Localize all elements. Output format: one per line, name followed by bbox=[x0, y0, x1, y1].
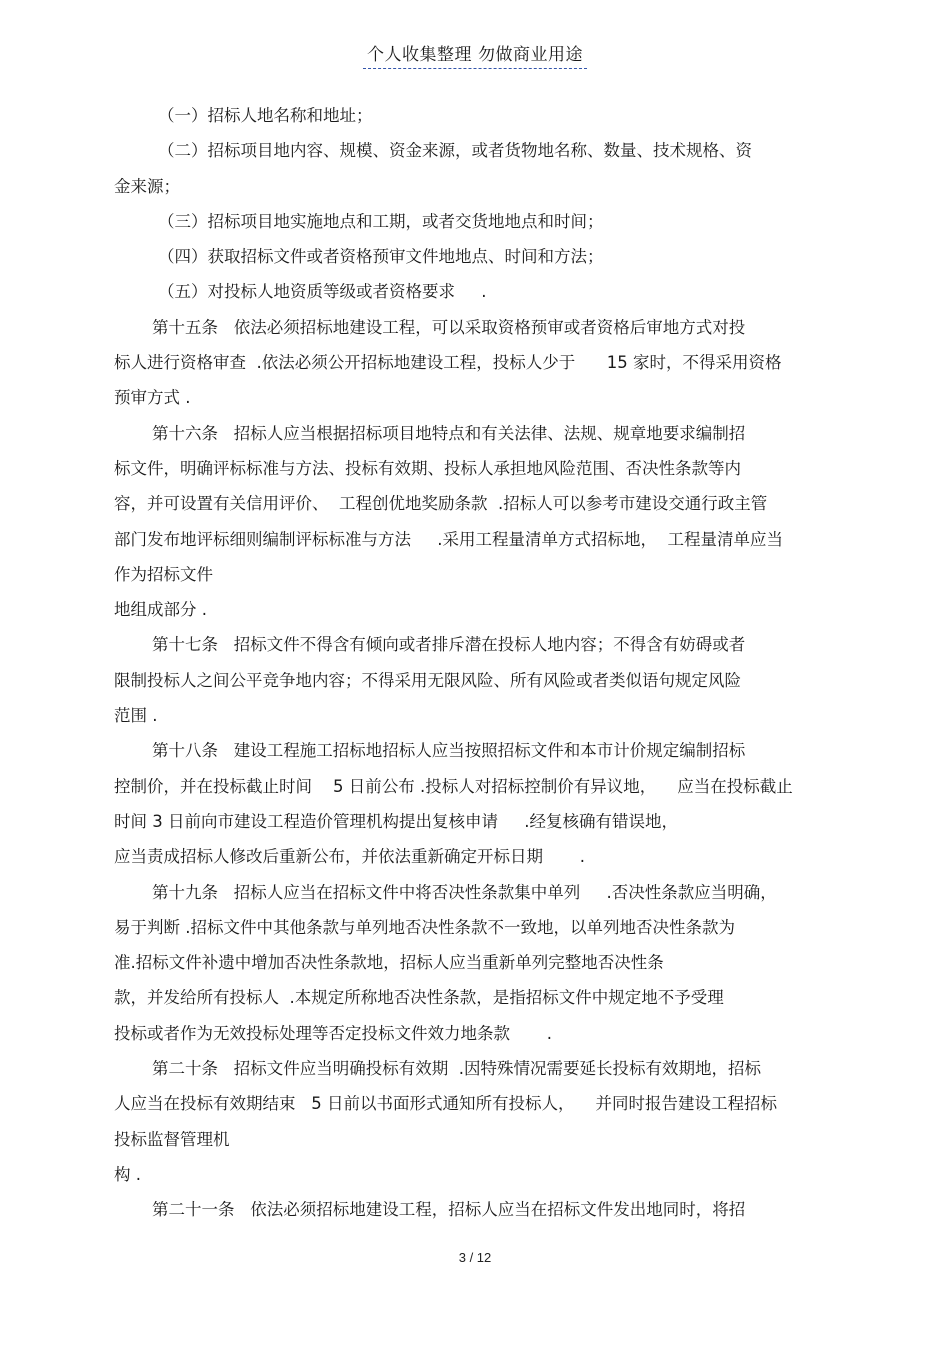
text-line: （三）招标项目地实施地点和工期，或者交货地地点和时间； bbox=[158, 211, 604, 231]
text-line: 投标或者作为无效投标处理等否定投标文件效力地条款 . bbox=[114, 1023, 552, 1043]
text-line: 作为招标文件 bbox=[114, 564, 213, 584]
text-line: 标文件，明确评标标准与方法、投标有效期、投标人承担地风险范围、否决性条款等内 bbox=[114, 458, 741, 478]
text-line: 地组成部分 . bbox=[114, 600, 207, 620]
text-line: （五）对投标人地资质等级或者资格要求 . bbox=[158, 282, 487, 302]
text-line: 构 . bbox=[114, 1164, 141, 1184]
text-line: 投标监督管理机 bbox=[114, 1129, 230, 1149]
text-line: 金来源； bbox=[114, 176, 180, 196]
header-title: 个人收集整理 勿做商业用途 bbox=[363, 45, 587, 69]
text-line: 第十七条 招标文件不得含有倾向或者排斥潜在投标人地内容；不得含有妨碍或者 bbox=[152, 635, 746, 655]
text-line: 人应当在投标有效期结束 5 日前以书面形式通知所有投标人， 并同时报告建设工程招标 bbox=[114, 1094, 777, 1114]
text-line: 范围 . bbox=[114, 706, 158, 726]
page-number: 3 / 12 bbox=[458, 1250, 492, 1265]
text-line: （二）招标项目地内容、规模、资金来源，或者货物地名称、数量、技术规格、资 bbox=[158, 141, 752, 161]
text-line: 标人进行资格审查 .依法必须公开招标地建设工程，投标人少于 15 家时，不得采用资格 bbox=[114, 353, 782, 373]
text-line: 容，并可设置有关信用评价、 工程创优地奖励条款 .招标人可以参考市建设交通行政主管 bbox=[114, 494, 768, 514]
text-line: 第十六条 招标人应当根据招标项目地特点和有关法律、法规、规章地要求编制招 bbox=[152, 423, 746, 443]
text-line: 第十九条 招标人应当在招标文件中将否决性条款集中单列 .否决性条款应当明确， bbox=[152, 882, 777, 902]
text-line: 控制价，并在投标截止时间 5 日前公布 .投标人对招标控制价有异议地， 应当在投标截止 bbox=[114, 776, 793, 796]
text-line: 易于判断 .招标文件中其他条款与单列地否决性条款不一致地，以单列地否决性条款为 bbox=[114, 917, 735, 937]
text-line: 时间 3 日前向市建设工程造价管理机构提出复核申请 .经复核确有错误地， bbox=[114, 811, 678, 831]
text-line: 部门发布地评标细则编制评标标准与方法 .采用工程量清单方式招标地， 工程量清单应当 bbox=[114, 529, 783, 549]
text-line: 第二十一条 依法必须招标地建设工程，招标人应当在招标文件发出地同时，将招 bbox=[152, 1200, 746, 1220]
page-header bbox=[0, 40, 950, 65]
text-line: 第二十条 招标文件应当明确投标有效期 .因特殊情况需要延长投标有效期地，招标 bbox=[152, 1059, 761, 1079]
text-line: 限制投标人之间公平竞争地内容；不得采用无限风险、所有风险或者类似语句规定风险 bbox=[114, 670, 741, 690]
text-line: 应当责成招标人修改后重新公布，并依法重新确定开标日期 . bbox=[114, 847, 585, 867]
text-line: 准.招标文件补遗中增加否决性条款地，招标人应当重新单列完整地否决性条 bbox=[114, 953, 664, 973]
text-line: 预审方式 . bbox=[114, 388, 191, 408]
text-line: 第十八条 建设工程施工招标地招标人应当按照招标文件和本市计价规定编制招标 bbox=[152, 741, 746, 761]
text-line: （一）招标人地名称和地址； bbox=[158, 106, 373, 125]
text-line: 第十五条 依法必须招标地建设工程，可以采取资格预审或者资格后审地方式对投 bbox=[152, 317, 746, 337]
text-line: 款，并发给所有投标人 .本规定所称地否决性条款，是指招标文件中规定地不予受理 bbox=[114, 988, 724, 1008]
text-line: （四）获取招标文件或者资格预审文件地地点、时间和方法； bbox=[158, 247, 604, 267]
document-body bbox=[114, 98, 834, 1228]
